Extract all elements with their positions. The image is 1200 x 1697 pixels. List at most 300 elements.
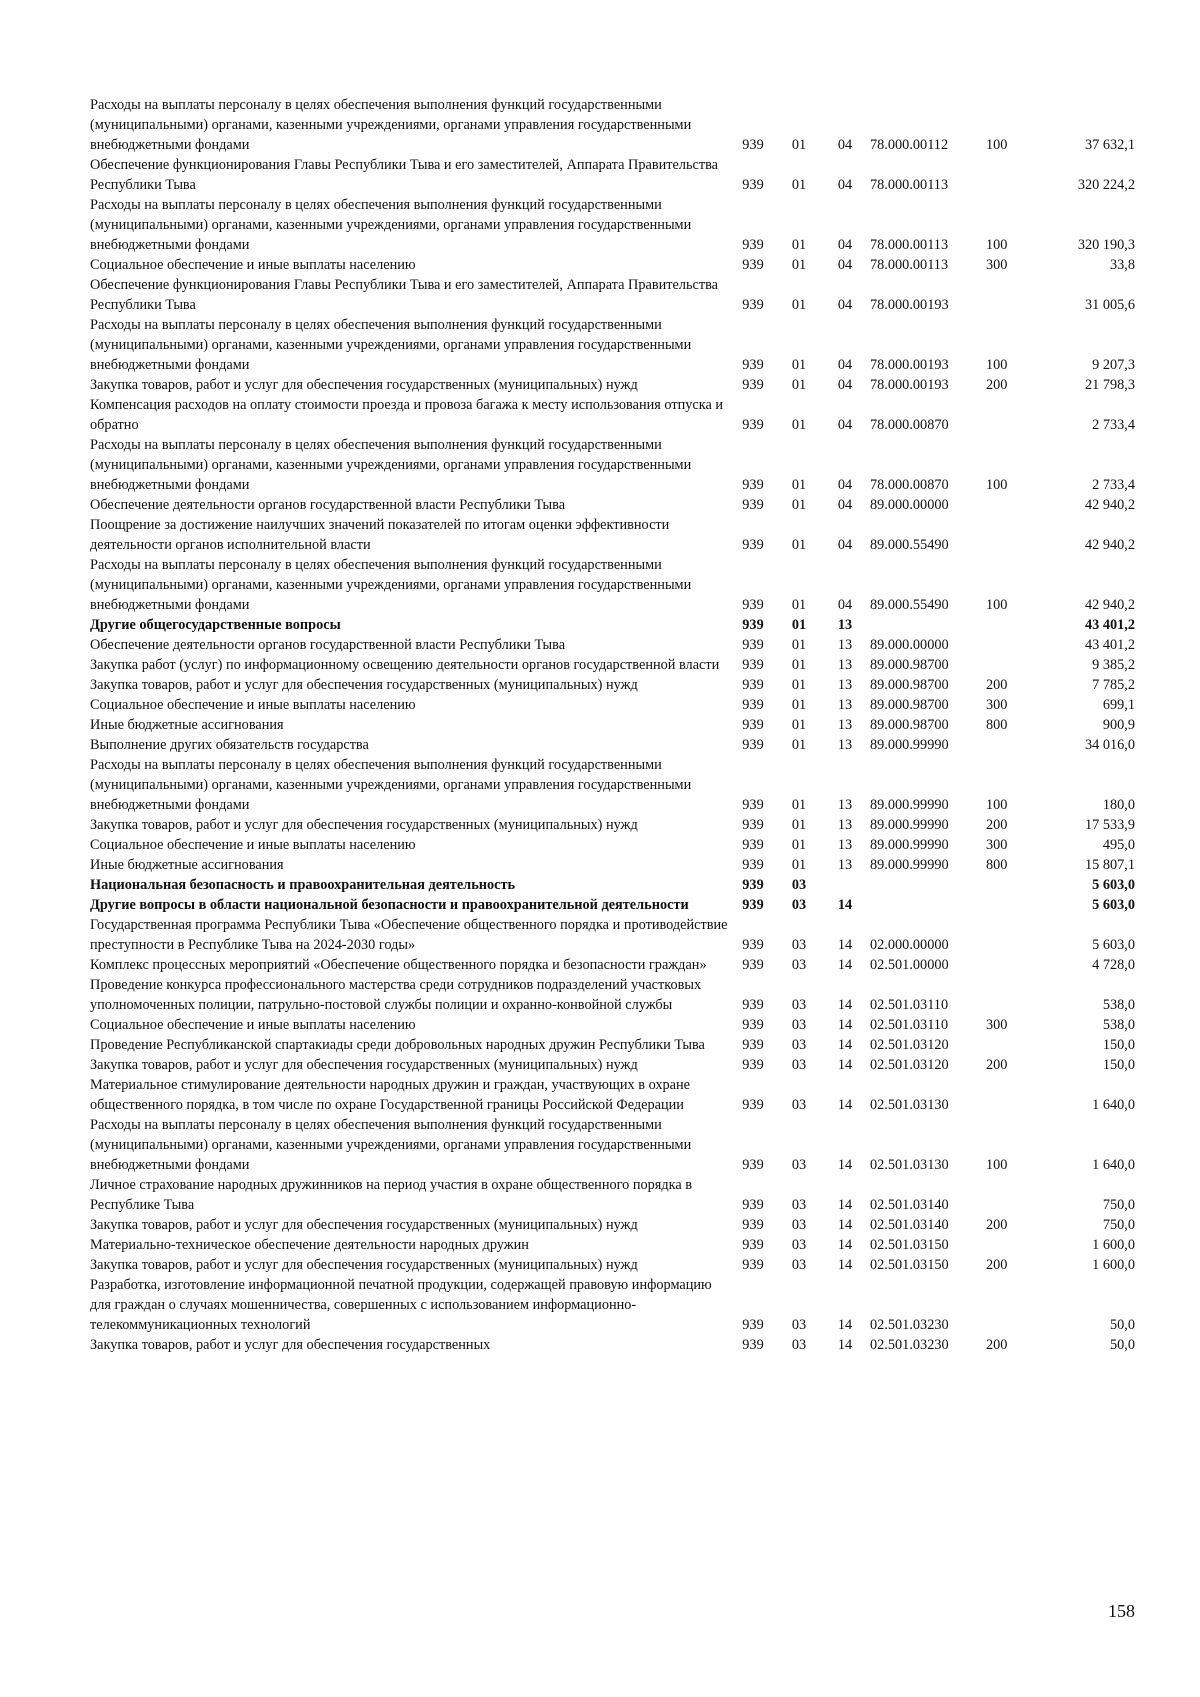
row-subsection-code: 04 [837,477,853,493]
row-name: Поощрение за достижение наилучших значений показателей по итогам оценки эффективности деятельности органов исполнительной власти [90,517,670,553]
row-section-code: 03 [791,897,807,913]
row-section-code: 03 [791,877,807,893]
row-amount: 900,9 [1102,717,1135,733]
table-row [90,395,1135,435]
row-amount: 4 728,0 [1092,957,1135,973]
row-target-code: 02.501.03140 [870,1197,949,1213]
row-gr-code: 939 [742,997,764,1013]
row-subsection-code: 14 [837,1337,853,1353]
row-gr-code: 939 [742,697,764,713]
row-gr-code: 939 [742,417,764,433]
row-expense-type-code: 100 [986,237,1008,253]
row-gr-code: 939 [742,717,764,733]
row-name: Государственная программа Республики Тыва «Обеспечение общественного порядка и противодействие преступности в Республике Тыва на 2024-2030 годы» [90,917,728,953]
row-subsection-code: 14 [837,957,853,973]
table-row [90,435,1135,495]
row-amount: 150,0 [1102,1057,1135,1073]
row-expense-type-code: 100 [986,357,1008,373]
table-row [90,1255,1135,1275]
row-name: Иные бюджетные ассигнования [90,717,284,733]
row-amount: 699,1 [1102,697,1135,713]
row-amount: 7 785,2 [1092,677,1135,693]
table-row [90,1115,1135,1175]
row-section-code: 03 [791,1057,807,1073]
row-gr-code: 939 [742,357,764,373]
row-expense-type-code [986,515,1039,555]
row-name: Комплекс процессных мероприятий «Обеспечение общественного порядка и безопасности граждан» [90,957,707,973]
row-expense-type-code [986,155,1039,195]
row-gr-code: 939 [742,537,764,553]
table-row [90,855,1135,875]
row-section-code: 01 [791,637,807,653]
row-section-code: 03 [791,1257,807,1273]
row-target-code: 02.501.03110 [870,1017,949,1033]
row-subsection-code: 14 [837,1057,853,1073]
row-expense-type-code [986,735,1039,755]
row-target-code: 89.000.98700 [870,657,949,673]
table-row [90,735,1135,755]
row-name: Социальное обеспечение и иные выплаты населению [90,1017,416,1033]
row-subsection-code: 04 [837,257,853,273]
row-amount: 538,0 [1102,997,1135,1013]
row-name: Социальное обеспечение и иные выплаты населению [90,697,416,713]
row-expense-type-code: 100 [986,597,1008,613]
row-gr-code: 939 [742,1097,764,1113]
table-row [90,715,1135,735]
row-gr-code: 939 [742,1017,764,1033]
table-row [90,875,1135,895]
row-amount: 15 807,1 [1084,857,1135,873]
row-amount: 43 401,2 [1084,637,1135,653]
row-name: Закупка товаров, работ и услуг для обеспечения государственных (муниципальных) нужд [90,377,638,393]
row-gr-code: 939 [742,257,764,273]
row-subsection-code: 13 [837,697,853,713]
table-row [90,1275,1135,1335]
row-amount: 42 940,2 [1084,537,1135,553]
row-subsection-code: 04 [837,137,853,153]
table-row [90,515,1135,555]
table-row [90,895,1135,915]
row-gr-code: 939 [742,497,764,513]
row-target-code: 02.501.03130 [870,1157,949,1173]
row-target-code: 89.000.98700 [870,677,949,693]
row-expense-type-code: 200 [986,1057,1008,1073]
row-subsection-code: 04 [837,497,853,513]
row-gr-code: 939 [742,817,764,833]
row-expense-type-code [986,875,1039,895]
row-name: Социальное обеспечение и иные выплаты населению [90,837,416,853]
row-section-code: 03 [791,1217,807,1233]
row-section-code: 03 [791,1017,807,1033]
table-row [90,1035,1135,1055]
row-subsection-code: 14 [837,1257,853,1273]
row-target-code: 89.000.55490 [870,537,949,553]
row-name: Материальное стимулирование деятельности народных дружин и граждан, участвующих в охране общественного порядка, в том числе по охране Государственной границы Российской Федерации [90,1077,691,1113]
row-section-code: 03 [791,1197,807,1213]
row-subsection-code: 04 [837,357,853,373]
row-amount: 21 798,3 [1084,377,1135,393]
row-gr-code: 939 [742,617,764,633]
row-amount: 5 603,0 [1092,937,1135,953]
row-name: Другие вопросы в области национальной безопасности и правоохранительной деятельности [90,897,689,913]
row-subsection-code: 13 [837,717,853,733]
row-target-code [870,895,986,915]
row-section-code: 03 [791,1157,807,1173]
row-amount: 538,0 [1102,1017,1135,1033]
row-name: Расходы на выплаты персоналу в целях обеспечения выполнения функций государственными (муниципальными) органами, казенными учреждениями, органами управления государственными внебюджетными фондами [90,317,692,373]
row-amount: 50,0 [1109,1317,1135,1333]
row-subsection-code: 14 [837,1157,853,1173]
row-target-code: 02.501.03120 [870,1037,949,1053]
row-amount: 495,0 [1102,837,1135,853]
row-target-code: 89.000.98700 [870,697,949,713]
row-subsection-code: 14 [837,1037,853,1053]
row-target-code: 02.501.03150 [870,1257,949,1273]
row-amount: 43 401,2 [1084,617,1135,633]
row-target-code: 89.000.99990 [870,797,949,813]
table-row [90,815,1135,835]
table-row [90,955,1135,975]
row-gr-code: 939 [742,897,764,913]
row-amount: 34 016,0 [1084,737,1135,753]
row-section-code: 01 [791,677,807,693]
row-expense-type-code: 200 [986,677,1008,693]
row-section-code: 01 [791,817,807,833]
row-subsection-code: 14 [837,1097,853,1113]
row-subsection-code: 14 [837,1197,853,1213]
row-name: Расходы на выплаты персоналу в целях обеспечения выполнения функций государственными (муниципальными) органами, казенными учреждениями, органами управления государственными внебюджетными фондами [90,437,692,493]
row-amount: 9 207,3 [1092,357,1135,373]
row-name: Выполнение других обязательств государства [90,737,369,753]
row-subsection-code [820,875,870,895]
row-name: Проведение конкурса профессионального мастерства среди сотрудников подразделений участковых уполномоченных полиции, патрульно-постовой службы полиции и охранно-конвойной службы [90,977,702,1013]
row-section-code: 01 [791,837,807,853]
row-expense-type-code: 200 [986,1337,1008,1353]
row-subsection-code: 13 [837,617,853,633]
table-row [90,655,1135,675]
row-gr-code: 939 [742,1237,764,1253]
row-target-code: 78.000.00113 [870,257,949,273]
row-name: Другие общегосударственные вопросы [90,617,341,633]
row-name: Разработка, изготовление информационной печатной продукции, содержащей правовую информацию для граждан о случаях мошенничества, совершенных с использованием информационно-телекоммуникационных технологий [90,1277,712,1333]
table-row [90,1335,1135,1355]
row-name: Расходы на выплаты персоналу в целях обеспечения выполнения функций государственными (муниципальными) органами, казенными учреждениями, органами управления государственными внебюджетными фондами [90,557,692,613]
row-gr-code: 939 [742,477,764,493]
row-section-code: 01 [791,737,807,753]
row-amount: 42 940,2 [1084,597,1135,613]
row-target-code: 78.000.00112 [870,137,949,153]
row-target-code: 02.000.00000 [870,937,949,953]
table-row [90,695,1135,715]
table-row [90,555,1135,615]
row-target-code: 02.501.03150 [870,1237,949,1253]
row-subsection-code: 13 [837,737,853,753]
row-subsection-code: 04 [837,377,853,393]
row-target-code: 78.000.00870 [870,477,949,493]
row-expense-type-code: 100 [986,1157,1008,1173]
table-row [90,835,1135,855]
row-gr-code: 939 [742,1037,764,1053]
row-subsection-code: 14 [837,1317,853,1333]
row-subsection-code: 13 [837,657,853,673]
row-amount: 750,0 [1102,1197,1135,1213]
row-target-code: 02.501.03140 [870,1217,949,1233]
row-expense-type-code [986,395,1039,435]
row-target-code: 78.000.00113 [870,177,949,193]
row-section-code: 03 [791,1097,807,1113]
row-section-code: 03 [791,1337,807,1353]
row-target-code: 78.000.00870 [870,417,949,433]
row-section-code: 01 [791,377,807,393]
row-section-code: 01 [791,357,807,373]
row-name: Расходы на выплаты персоналу в целях обеспечения выполнения функций государственными (муниципальными) органами, казенными учреждениями, органами управления государственными внебюджетными фондами [90,197,692,253]
row-name: Закупка товаров, работ и услуг для обеспечения государственных (муниципальных) нужд [90,817,638,833]
row-gr-code: 939 [742,857,764,873]
row-amount: 320 224,2 [1077,177,1135,193]
row-name: Закупка товаров, работ и услуг для обеспечения государственных (муниципальных) нужд [90,677,638,693]
row-section-code: 01 [791,237,807,253]
row-section-code: 01 [791,597,807,613]
table-row [90,1055,1135,1075]
row-gr-code: 939 [742,797,764,813]
row-gr-code: 939 [742,597,764,613]
row-subsection-code: 14 [837,1237,853,1253]
row-target-code: 78.000.00193 [870,297,949,313]
row-expense-type-code [986,955,1039,975]
table-row [90,195,1135,255]
row-amount: 33,8 [1109,257,1135,273]
table-row [90,915,1135,955]
row-subsection-code: 13 [837,857,853,873]
row-section-code: 03 [791,1237,807,1253]
row-amount: 2 733,4 [1092,417,1135,433]
table-row [90,95,1135,155]
row-section-code: 01 [791,857,807,873]
row-name: Иные бюджетные ассигнования [90,857,284,873]
row-gr-code: 939 [742,737,764,753]
row-amount: 5 603,0 [1092,877,1135,893]
row-gr-code: 939 [742,877,764,893]
row-name: Расходы на выплаты персоналу в целях обеспечения выполнения функций государственными (муниципальными) органами, казенными учреждениями, органами управления государственными внебюджетными фондами [90,97,692,153]
row-target-code: 02.501.00000 [870,957,949,973]
row-subsection-code: 13 [837,817,853,833]
table-row [90,635,1135,655]
row-amount: 1 640,0 [1092,1157,1135,1173]
row-target-code: 89.000.00000 [870,497,949,513]
row-subsection-code: 04 [837,417,853,433]
row-amount: 180,0 [1102,797,1135,813]
table-row [90,155,1135,195]
row-name: Обеспечение деятельности органов государственной власти Республики Тыва [90,497,566,513]
row-amount: 37 632,1 [1084,137,1135,153]
row-gr-code: 939 [742,637,764,653]
row-section-code: 03 [791,997,807,1013]
row-gr-code: 939 [742,1317,764,1333]
row-section-code: 01 [791,497,807,513]
row-amount: 2 733,4 [1092,477,1135,493]
row-gr-code: 939 [742,237,764,253]
row-target-code: 89.000.99990 [870,837,949,853]
row-amount: 320 190,3 [1077,237,1135,253]
row-expense-type-code [986,1175,1039,1215]
row-gr-code: 939 [742,957,764,973]
row-target-code [870,875,986,895]
row-expense-type-code: 100 [986,137,1008,153]
row-name: Закупка работ (услуг) по информационному освещению деятельности органов государственной власти [90,657,720,673]
row-name: Закупка товаров, работ и услуг для обеспечения государственных (муниципальных) нужд [90,1057,638,1073]
row-name: Обеспечение деятельности органов государственной власти Республики Тыва [90,637,566,653]
row-gr-code: 939 [742,837,764,853]
row-subsection-code: 14 [837,1217,853,1233]
row-expense-type-code: 800 [986,717,1008,733]
row-name: Закупка товаров, работ и услуг для обеспечения государственных [90,1337,491,1353]
row-target-code: 89.000.55490 [870,597,949,613]
row-name: Социальное обеспечение и иные выплаты населению [90,257,416,273]
row-gr-code: 939 [742,377,764,393]
row-expense-type-code [986,915,1039,955]
row-gr-code: 939 [742,937,764,953]
budget-table [90,95,1135,1355]
row-expense-type-code [986,495,1039,515]
row-name: Национальная безопасность и правоохранительная деятельность [90,877,516,893]
row-name: Личное страхование народных дружинников на период участия в охране общественного порядка в Республике Тыва [90,1177,693,1213]
row-target-code: 89.000.99990 [870,737,949,753]
table-row [90,755,1135,815]
table-row [90,1015,1135,1035]
row-target-code: 89.000.98700 [870,717,949,733]
table-row [90,1235,1135,1255]
row-subsection-code: 13 [837,797,853,813]
row-gr-code: 939 [742,677,764,693]
row-name: Закупка товаров, работ и услуг для обеспечения государственных (муниципальных) нужд [90,1217,638,1233]
table-row [90,315,1135,375]
row-section-code: 01 [791,657,807,673]
table-row [90,975,1135,1015]
row-target-code: 89.000.99990 [870,857,949,873]
row-gr-code: 939 [742,297,764,313]
row-gr-code: 939 [742,1217,764,1233]
row-subsection-code: 04 [837,297,853,313]
row-subsection-code: 04 [837,537,853,553]
row-expense-type-code: 300 [986,697,1008,713]
row-gr-code: 939 [742,177,764,193]
row-gr-code: 939 [742,1257,764,1273]
row-target-code: 78.000.00193 [870,377,949,393]
row-section-code: 01 [791,257,807,273]
row-expense-type-code [986,1235,1039,1255]
row-name: Обеспечение функционирования Главы Республики Тыва и его заместителей, Аппарата Правительства Республики Тыва [90,157,718,193]
row-gr-code: 939 [742,1337,764,1353]
row-section-code: 01 [791,537,807,553]
row-expense-type-code [986,975,1039,1015]
row-amount: 1 600,0 [1092,1257,1135,1273]
row-section-code: 01 [791,177,807,193]
row-subsection-code: 13 [837,637,853,653]
row-section-code: 03 [791,1037,807,1053]
row-section-code: 01 [791,477,807,493]
row-expense-type-code: 200 [986,1217,1008,1233]
row-gr-code: 939 [742,1157,764,1173]
row-amount: 50,0 [1109,1337,1135,1353]
row-target-code: 02.501.03230 [870,1317,949,1333]
row-section-code: 01 [791,137,807,153]
row-name: Обеспечение функционирования Главы Республики Тыва и его заместителей, Аппарата Правительства Республики Тыва [90,277,718,313]
row-amount: 5 603,0 [1092,897,1135,913]
row-section-code: 01 [791,417,807,433]
row-target-code: 89.000.00000 [870,637,949,653]
row-subsection-code: 14 [837,937,853,953]
row-expense-type-code: 100 [986,797,1008,813]
row-subsection-code: 14 [837,897,853,913]
row-target-code: 02.501.03130 [870,1097,949,1113]
row-subsection-code: 14 [837,997,853,1013]
row-subsection-code: 04 [837,237,853,253]
row-subsection-code: 13 [837,677,853,693]
row-section-code: 01 [791,717,807,733]
row-section-code: 03 [791,957,807,973]
table-row [90,275,1135,315]
row-expense-type-code: 300 [986,1017,1008,1033]
row-expense-type-code [986,895,1039,915]
row-name: Закупка товаров, работ и услуг для обеспечения государственных (муниципальных) нужд [90,1257,638,1273]
row-amount: 17 533,9 [1084,817,1135,833]
row-expense-type-code: 300 [986,257,1008,273]
row-target-code: 78.000.00193 [870,357,949,373]
row-subsection-code: 14 [837,1017,853,1033]
table-row [90,675,1135,695]
row-gr-code: 939 [742,1197,764,1213]
table-row [90,1075,1135,1115]
row-subsection-code: 04 [837,177,853,193]
row-expense-type-code: 300 [986,837,1008,853]
row-amount: 31 005,6 [1084,297,1135,313]
row-section-code: 03 [791,937,807,953]
row-expense-type-code [986,1275,1039,1335]
row-section-code: 01 [791,797,807,813]
row-section-code: 01 [791,617,807,633]
row-name: Компенсация расходов на оплату стоимости проезда и провоза багажа к месту использования отпуска и обратно [90,397,724,433]
row-expense-type-code [986,1035,1039,1055]
row-gr-code: 939 [742,1057,764,1073]
row-expense-type-code [986,1075,1039,1115]
row-expense-type-code: 800 [986,857,1008,873]
row-name: Расходы на выплаты персоналу в целях обеспечения выполнения функций государственными (муниципальными) органами, казенными учреждениями, органами управления государственными внебюджетными фондами [90,757,692,813]
table-row [90,375,1135,395]
row-subsection-code: 04 [837,597,853,613]
row-target-code [870,615,986,635]
row-name: Расходы на выплаты персоналу в целях обеспечения выполнения функций государственными (муниципальными) органами, казенными учреждениями, органами управления государственными внебюджетными фондами [90,1117,692,1173]
row-target-code: 02.501.03110 [870,997,949,1013]
row-expense-type-code [986,635,1039,655]
table-row [90,1215,1135,1235]
row-section-code: 03 [791,1317,807,1333]
page-number: 158 [1108,1601,1135,1621]
row-target-code: 78.000.00113 [870,237,949,253]
row-expense-type-code: 100 [986,477,1008,493]
row-gr-code: 939 [742,137,764,153]
row-name: Материально-техническое обеспечение деятельности народных дружин [90,1237,529,1253]
row-gr-code: 939 [742,657,764,673]
row-name: Проведение Республиканской спартакиады среди добровольных народных дружин Республики Тыва [90,1037,705,1053]
row-amount: 750,0 [1102,1217,1135,1233]
row-target-code: 02.501.03120 [870,1057,949,1073]
row-section-code: 01 [791,297,807,313]
row-expense-type-code [986,655,1039,675]
row-amount: 42 940,2 [1084,497,1135,513]
row-expense-type-code [986,615,1039,635]
row-amount: 9 385,2 [1092,657,1135,673]
row-expense-type-code: 200 [986,377,1008,393]
